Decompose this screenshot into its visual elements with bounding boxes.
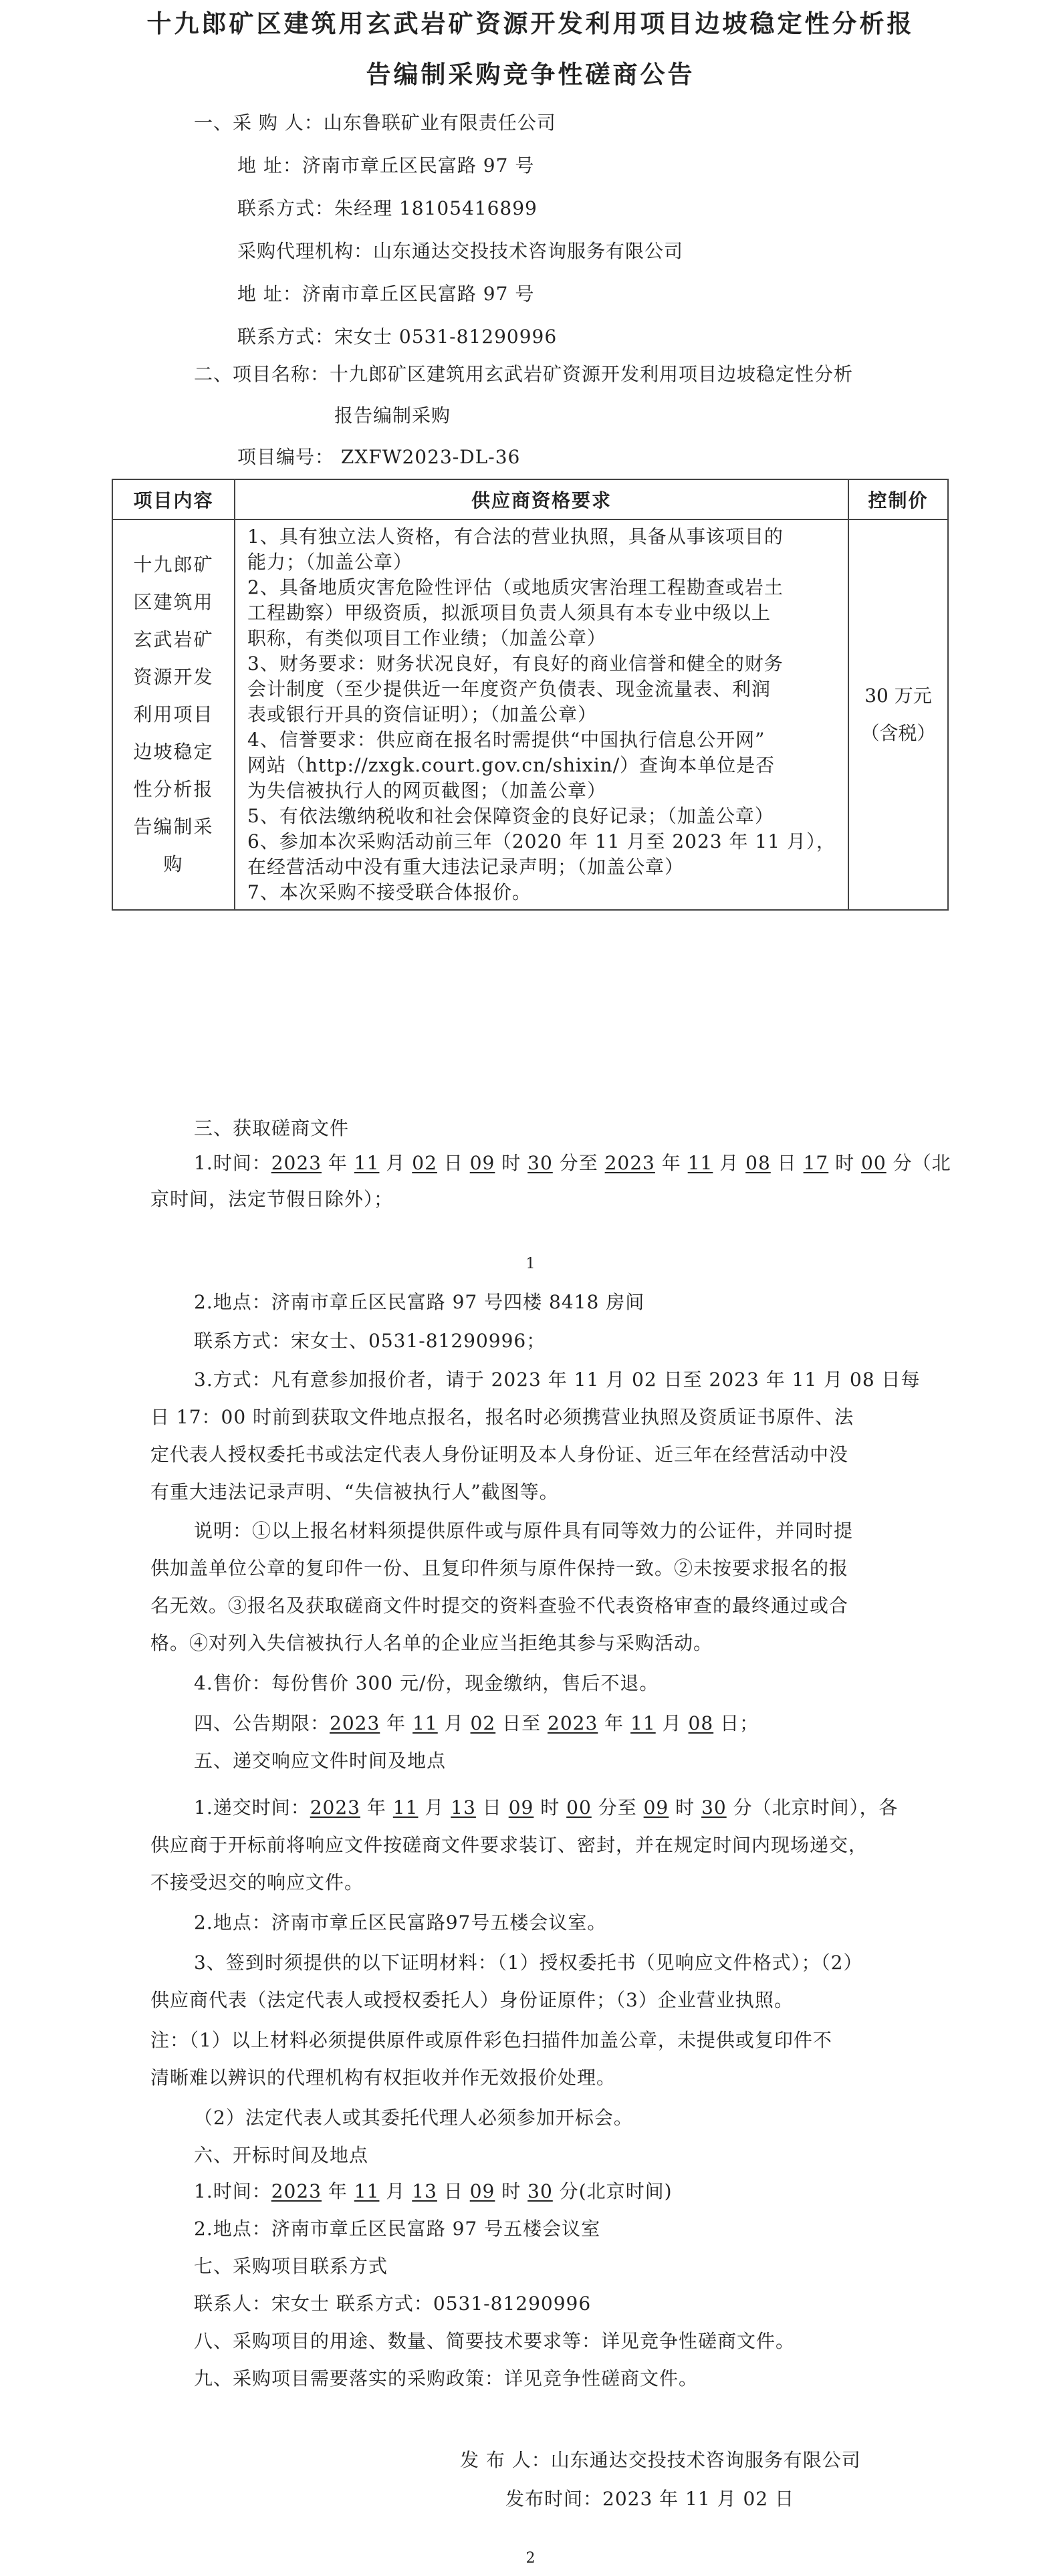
requirement-line: 2、具备地质灾害危险性评估（或地质灾害治理工程勘查或岩土 bbox=[247, 576, 784, 598]
notice-title-line2: 告编制采购竞争性磋商公告 bbox=[366, 60, 695, 89]
requirement-line: 3、财务要求：财务状况良好，有良好的商业信誉和健全的财务 bbox=[247, 653, 784, 675]
header-item: 项目内容 bbox=[112, 479, 235, 519]
publisher: 发 布 人：山东通达交投技术咨询服务有限公司 bbox=[460, 2449, 861, 2471]
obtain-method-4: 有重大违法记录声明、“失信被执行人”截图等。 bbox=[150, 1481, 559, 1503]
page-number-2: 2 bbox=[525, 2550, 536, 2567]
item-cell bbox=[112, 519, 235, 910]
requirement-line: 6、参加本次采购活动前三年（2020 年 11 月至 2023 年 11 月）， bbox=[247, 830, 836, 852]
purchaser: 一、采 购 人：山东鲁联矿业有限责任公司 bbox=[194, 112, 556, 134]
table-row bbox=[112, 519, 948, 910]
obtain-method-3: 定代表人授权委托书或法定代表人身份证明及本人身份证、近三年在经营活动中没 bbox=[150, 1443, 849, 1466]
notice-title-line1: 十九郎矿区建筑用玄武岩矿资源开发利用项目边坡稳定性分析报 bbox=[146, 9, 915, 38]
requirement-line: 工程勘察）甲级资质，拟派项目负责人须具有本专业中级以上 bbox=[247, 602, 772, 624]
publish-date: 发布时间：2023 年 11 月 02 日 bbox=[505, 2488, 795, 2510]
project-name-cont: 报告编制采购 bbox=[334, 404, 451, 427]
requirement-line: 职称，有类似项目工作业绩；（加盖公章） bbox=[247, 627, 607, 649]
project-contact: 联系人：宋女士 联系方式：0531-81290996 bbox=[194, 2293, 592, 2315]
obtain-method-2: 日 17：00 时前到获取文件地点报名，报名时必须携营业执照及资质证书原件、法 bbox=[150, 1406, 854, 1428]
signin-materials-2: 供应商代表（法定代表人或授权委托人）身份证原件；（3）企业营业执照。 bbox=[150, 1989, 794, 2011]
requirement-line: 表或银行开具的资信证明）；（加盖公章） bbox=[247, 703, 598, 725]
signin-note-2: 清晰难以辨识的代理机构有权拒收并作无效报价处理。 bbox=[150, 2067, 616, 2089]
obtain-note-3: 名无效。③报名及获取磋商文件时提交的资料查验不代表资格审查的最终通过或合 bbox=[150, 1595, 849, 1617]
obtain-method-1: 3.方式：凡有意参加报价者，请于 2023 年 11 月 02 日至 2023 年 11 月 08 日每 bbox=[194, 1369, 921, 1391]
section8: 八、采购项目的用途、数量、简要技术要求等：详见竞争性磋商文件。 bbox=[194, 2330, 796, 2352]
opening-place: 2.地点：济南市章丘区民富路 97 号五楼会议室 bbox=[194, 2218, 601, 2240]
signin-note-1: 注：（1）以上材料必须提供原件或原件彩色扫描件加盖公章，未提供或复印件不 bbox=[150, 2029, 832, 2051]
obtain-contact: 联系方式：宋女士、0531-81290996； bbox=[194, 1330, 546, 1352]
section6-heading: 六、开标时间及地点 bbox=[194, 2144, 369, 2166]
requirement-line: 会计制度（至少提供近一年度资产负债表、现金流量表、利润 bbox=[247, 678, 772, 700]
obtain-note-1: 说明：①以上报名材料须提供原件或与原件具有同等效力的公证件，并同时提 bbox=[194, 1520, 854, 1542]
requirements-cell bbox=[235, 519, 848, 910]
price-cell bbox=[848, 519, 948, 910]
table-header-row bbox=[112, 479, 948, 519]
qualification-table bbox=[112, 479, 949, 911]
obtain-note-4: 格。④对列入失信被执行人名单的企业应当拒绝其参与采购活动。 bbox=[150, 1632, 713, 1654]
project-number: 项目编号： ZXFW2023-DL-36 bbox=[237, 446, 521, 468]
requirement-line: 为失信被执行人的网页截图；（加盖公章） bbox=[247, 780, 607, 802]
item-name: 十九郎矿区建筑用玄武岩矿资源开发利用项目边坡稳定性分析报告编制采购 bbox=[133, 554, 214, 875]
requirements-list bbox=[247, 524, 836, 905]
agency-name: 采购代理机构：山东通达交投技术咨询服务有限公司 bbox=[237, 240, 684, 262]
agency-contact: 联系方式：宋女士 0531-81290996 bbox=[237, 326, 558, 348]
document-price: 4.售价：每份售价 300 元/份，现金缴纳，售后不退。 bbox=[194, 1672, 659, 1694]
obtain-note-2: 供加盖单位公章的复印件一份、且复印件须与原件保持一致。②未按要求报名的报 bbox=[150, 1557, 849, 1579]
submit-place: 2.地点：济南市章丘区民富路97号五楼会议室。 bbox=[194, 1911, 607, 1934]
header-price: 控制价 bbox=[848, 479, 948, 519]
requirement-line: 在经营活动中没有重大违法记录声明；（加盖公章） bbox=[247, 856, 685, 878]
project-name: 二、项目名称：十九郎矿区建筑用玄武岩矿资源开发利用项目边坡稳定性分析 bbox=[194, 363, 854, 385]
submit-time: 1.递交时间：2023 年 11 月 13 日 09 时 00 分至 09 时 30 分（北京时间），各 bbox=[194, 1796, 899, 1819]
section9: 九、采购项目需要落实的采购政策：详见竞争性磋商文件。 bbox=[194, 2367, 699, 2389]
signin-materials-1: 3、签到时须提供的以下证明材料：（1）授权委托书（见响应文件格式）；（2） bbox=[194, 1952, 863, 1974]
opening-time: 1.时间：2023 年 11 月 13 日 09 时 30 分(北京时间) bbox=[194, 2180, 673, 2202]
announcement-period: 四、公告期限：2023 年 11 月 02 日至 2023 年 11 月 08 日； bbox=[194, 1712, 759, 1734]
agency-address: 地 址：济南市章丘区民富路 97 号 bbox=[237, 283, 535, 305]
requirement-line: 能力；（加盖公章） bbox=[247, 551, 413, 573]
price-tax-note: （含税） bbox=[860, 722, 936, 744]
obtain-time-cont: 京时间，法定节假日除外）； bbox=[150, 1188, 394, 1210]
purchaser-contact: 联系方式：朱经理 18105416899 bbox=[237, 197, 538, 219]
requirement-line: 5、有依法缴纳税收和社会保障资金的良好记录；（加盖公章） bbox=[247, 805, 774, 827]
submit-time-cont-2: 不接受迟交的响应文件。 bbox=[150, 1871, 364, 1893]
section5-heading: 五、递交响应文件时间及地点 bbox=[194, 1750, 447, 1772]
header-requirements: 供应商资格要求 bbox=[235, 479, 848, 519]
page-number-1: 1 bbox=[525, 1256, 536, 1272]
section3-heading: 三、获取磋商文件 bbox=[194, 1117, 350, 1139]
purchaser-address: 地 址：济南市章丘区民富路 97 号 bbox=[237, 154, 535, 177]
price-amount: 30 万元 bbox=[864, 685, 932, 707]
requirement-line: 7、本次采购不接受联合体报价。 bbox=[247, 881, 532, 903]
requirement-line: 4、信誉要求：供应商在报名时需提供“中国执行信息公开网” bbox=[247, 729, 765, 751]
obtain-place: 2.地点：济南市章丘区民富路 97 号四楼 8418 房间 bbox=[194, 1291, 645, 1313]
obtain-time: 1.时间：2023 年 11 月 02 日 09 时 30 分至 2023 年 11 月 08 日 17 时 00 分（北 bbox=[194, 1152, 951, 1174]
signin-note-3: （2）法定代表人或其委托代理人必须参加开标会。 bbox=[194, 2107, 633, 2129]
submit-time-cont-1: 供应商于开标前将响应文件按磋商文件要求装订、密封，并在规定时间内现场递交， bbox=[150, 1834, 868, 1856]
requirement-line: 1、具有独立法人资格，有合法的营业执照，具备从事该项目的 bbox=[247, 525, 784, 548]
section7-heading: 七、采购项目联系方式 bbox=[194, 2255, 388, 2277]
requirement-line: 网站（http://zxgk.court.gov.cn/shixin/）查询本单位是否 bbox=[247, 754, 776, 776]
